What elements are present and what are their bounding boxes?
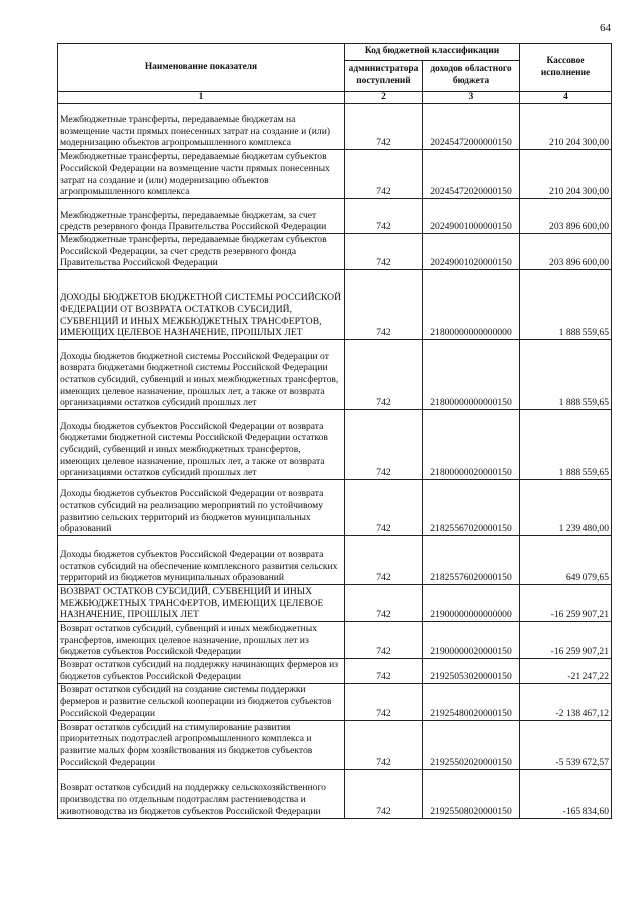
- row-name: Возврат остатков субсидий на поддержку сельскохозяйственного производства по отдельным подотраслям растениеводства и животноводства из бюджетов субъектов Российской Федерации: [58, 769, 345, 818]
- row-amount: 649 079,65: [520, 536, 612, 585]
- table-row: [58, 683, 612, 720]
- row-amount: 1 888 559,65: [520, 270, 612, 340]
- row-income-code: 20249001020000150: [423, 234, 520, 270]
- table-row: [58, 536, 612, 585]
- row-name: Доходы бюджетов субъектов Российской Федерации от возврата остатков субсидий на обеспечение комплексного развития сельских территорий из бюджетов муниципальных образований: [58, 536, 345, 585]
- table-row: [58, 410, 612, 480]
- row-name: Возврат остатков субсидий на поддержку начинающих фермеров из бюджетов субъектов Российской Федерации: [58, 659, 345, 683]
- row-income-code: 21825567020000150: [423, 480, 520, 536]
- table-row: [58, 340, 612, 410]
- header-amount: Кассовое исполнение: [520, 44, 612, 92]
- header-income: доходов областного бюджета: [423, 61, 520, 92]
- table-row: [58, 720, 612, 769]
- row-amount: 203 896 600,00: [520, 199, 612, 234]
- row-income-code: 21800000000000150: [423, 340, 520, 410]
- row-name: ДОХОДЫ БЮДЖЕТОВ БЮДЖЕТНОЙ СИСТЕМЫ РОССИЙСКОЙ ФЕДЕРАЦИИ ОТ ВОЗВРАТА ОСТАТКОВ СУБСИДИЙ, СУБВЕНЦИЙ И ИНЫХ МЕЖБЮДЖЕТНЫХ ТРАНСФЕРТОВ, ИМЕЮЩИХ ЦЕЛЕВОЕ НАЗНАЧЕНИЕ, ПРОШЛЫХ ЛЕТ: [58, 270, 345, 340]
- header-admin: администратора поступлений: [345, 61, 423, 92]
- row-admin-code: 742: [345, 622, 423, 659]
- row-income-code: 20245472000000150: [423, 104, 520, 150]
- row-amount: 1 888 559,65: [520, 410, 612, 480]
- row-name: Возврат остатков субсидий на стимулирование развития приоритетных подотраслей агропромышленного комплекса и развитие малых форм хозяйствования из бюджетов субъектов Российской Федерации: [58, 720, 345, 769]
- row-income-code: 21925508020000150: [423, 769, 520, 818]
- table-row: [58, 104, 612, 150]
- row-income-code: 21825576020000150: [423, 536, 520, 585]
- row-amount: -5 539 672,57: [520, 720, 612, 769]
- row-income-code: 21800000000000000: [423, 270, 520, 340]
- header-index-4: 4: [520, 92, 612, 104]
- row-name: Возврат остатков субсидий, субвенций и иных межбюджетных трансфертов, имеющих целевое назначение, прошлых лет из бюджетов субъектов Российской Федерации: [58, 622, 345, 659]
- row-amount: -21 247,22: [520, 659, 612, 683]
- table-row: [58, 234, 612, 270]
- row-amount: 1 888 559,65: [520, 340, 612, 410]
- row-name: Доходы бюджетов субъектов Российской Федерации от возврата бюджетами бюджетной системы Российской Федерации остатков субсидий, субвенций и иных межбюджетных трансфертов, имеющих целевое назначение, прошлых лет, а также от возврата организациями остатков субсидий прошлых лет: [58, 410, 345, 480]
- header-index-1: 1: [58, 92, 345, 104]
- row-name: Межбюджетные трансферты, передаваемые бюджетам на возмещение части прямых понесенных затрат на создание и (или) модернизацию объектов агропромышленного комплекса: [58, 104, 345, 150]
- table-row: [58, 270, 612, 340]
- row-admin-code: 742: [345, 270, 423, 340]
- row-income-code: 21900000020000150: [423, 622, 520, 659]
- row-amount: -165 834,60: [520, 769, 612, 818]
- budget-table: [57, 43, 612, 819]
- header-code-group: Код бюджетной классификации: [345, 44, 520, 61]
- row-amount: -2 138 467,12: [520, 683, 612, 720]
- table-row: [58, 659, 612, 683]
- row-admin-code: 742: [345, 480, 423, 536]
- row-income-code: 21925502020000150: [423, 720, 520, 769]
- row-admin-code: 742: [345, 720, 423, 769]
- row-admin-code: 742: [345, 340, 423, 410]
- row-income-code: 21800000020000150: [423, 410, 520, 480]
- table-row: [58, 585, 612, 622]
- row-admin-code: 742: [345, 585, 423, 622]
- header-name: Наименование показателя: [58, 44, 345, 92]
- page-number: 64: [600, 22, 611, 34]
- row-admin-code: 742: [345, 683, 423, 720]
- row-name: Доходы бюджетов субъектов Российской Федерации от возврата остатков субсидий на реализацию мероприятий по устойчивому развитию сельских территорий из бюджетов муниципальных образований: [58, 480, 345, 536]
- table-row: [58, 480, 612, 536]
- table-row: [58, 769, 612, 818]
- row-admin-code: 742: [345, 536, 423, 585]
- row-amount: -16 259 907,21: [520, 622, 612, 659]
- table-row: [58, 199, 612, 234]
- row-income-code: 20249001000000150: [423, 199, 520, 234]
- row-name: Возврат остатков субсидий на создание системы поддержки фермеров и развитие сельской кооперации из бюджетов субъектов Российской Федерации: [58, 683, 345, 720]
- row-amount: 1 239 480,00: [520, 480, 612, 536]
- row-admin-code: 742: [345, 234, 423, 270]
- row-amount: -16 259 907,21: [520, 585, 612, 622]
- row-income-code: 21925480020000150: [423, 683, 520, 720]
- row-amount: 210 204 300,00: [520, 104, 612, 150]
- header-index-2: 2: [345, 92, 423, 104]
- row-admin-code: 742: [345, 150, 423, 199]
- row-admin-code: 742: [345, 410, 423, 480]
- row-amount: 203 896 600,00: [520, 234, 612, 270]
- table-row: [58, 622, 612, 659]
- row-admin-code: 742: [345, 769, 423, 818]
- row-income-code: 21925053020000150: [423, 659, 520, 683]
- row-admin-code: 742: [345, 659, 423, 683]
- row-admin-code: 742: [345, 199, 423, 234]
- row-name: Межбюджетные трансферты, передаваемые бюджетам субъектов Российской Федерации на возмещение части прямых понесенных затрат на создание и (или) модернизацию объектов агропромышленного комплекса: [58, 150, 345, 199]
- header-index-3: 3: [423, 92, 520, 104]
- row-name: Межбюджетные трансферты, передаваемые бюджетам, за счет средств резервного фонда Правительства Российской Федерации: [58, 199, 345, 234]
- row-name: Доходы бюджетов бюджетной системы Российской Федерации от возврата бюджетами бюджетной системы Российской Федерации остатков субсидий, субвенций и иных межбюджетных трансфертов, имеющих целевое назначение, прошлых лет, а также от возврата организациями остатков субсидий прошлых лет: [58, 340, 345, 410]
- row-name: ВОЗВРАТ ОСТАТКОВ СУБСИДИЙ, СУБВЕНЦИЙ И ИНЫХ МЕЖБЮДЖЕТНЫХ ТРАНСФЕРТОВ, ИМЕЮЩИХ ЦЕЛЕВОЕ НАЗНАЧЕНИЕ, ПРОШЛЫХ ЛЕТ: [58, 585, 345, 622]
- row-amount: 210 204 300,00: [520, 150, 612, 199]
- row-admin-code: 742: [345, 104, 423, 150]
- row-income-code: 21900000000000000: [423, 585, 520, 622]
- row-name: Межбюджетные трансферты, передаваемые бюджетам субъектов Российской Федерации, за счет средств резервного фонда Правительства Российской Федерации: [58, 234, 345, 270]
- row-income-code: 20245472020000150: [423, 150, 520, 199]
- table-row: [58, 150, 612, 199]
